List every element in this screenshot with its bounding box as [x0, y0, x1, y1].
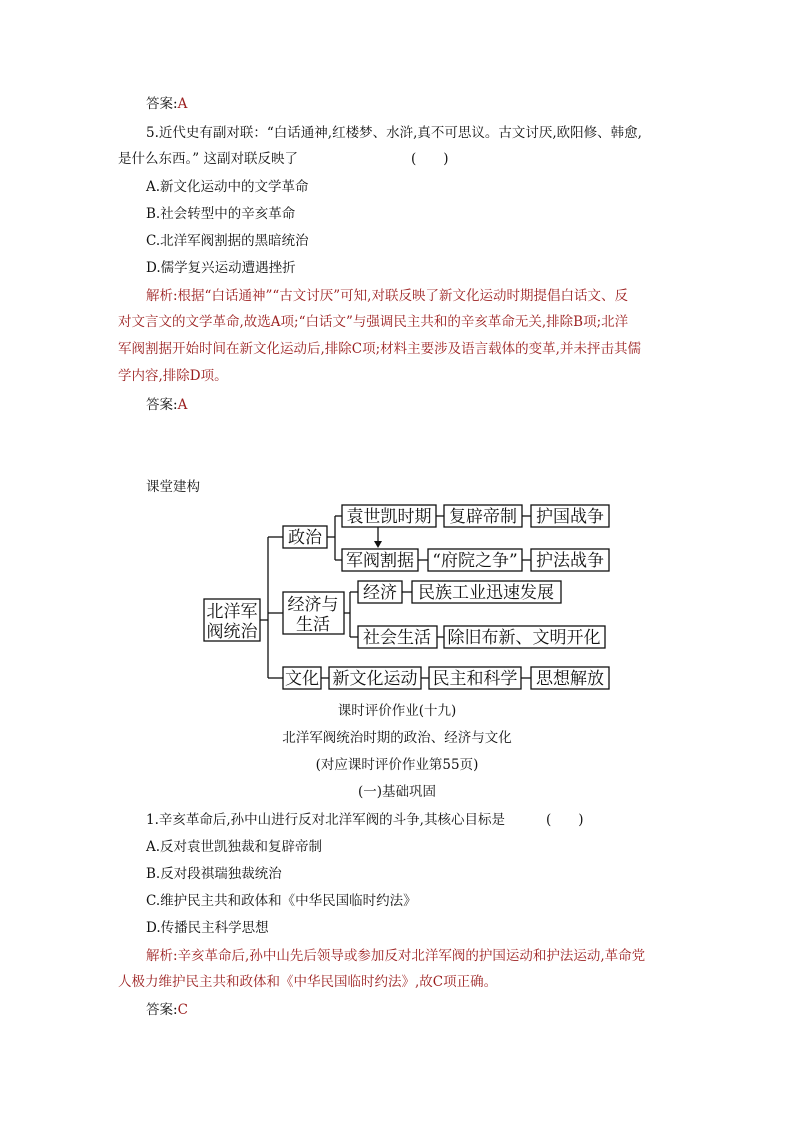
q5-stem-line1: 5.近代史有副对联：“白话通神,红楼梦、水浒,真不可思议。古文讨厌,欧阳修、韩愈,: [146, 125, 642, 141]
answer-label: 答案:: [146, 1002, 178, 1018]
new-culture-movement-node: [329, 667, 421, 689]
q1-answer: [146, 1001, 188, 1019]
economy-sub-label: 经济: [363, 583, 397, 603]
economy-label-line2: 生活: [296, 615, 330, 635]
cabinet-dispute-label: “府院之争”: [432, 551, 518, 571]
q5-option-c: C.北洋军阀割据的黑暗统治: [146, 233, 309, 249]
economy-node: [283, 592, 344, 635]
q5-analysis-line1: 解析:根据“白话通神”“古文讨厌”可知,对联反映了新文化运动时期提倡白话文、反: [146, 288, 628, 304]
answer-label: 答案:: [146, 96, 178, 112]
politics-node: [283, 526, 327, 548]
q1-option-d: D.传播民主科学思想: [146, 920, 269, 936]
answer-label: 答案:: [146, 397, 178, 413]
economy-sub-node: [358, 581, 402, 603]
warlord-split-node: [342, 549, 418, 571]
q5-stem-line2: 是什么东西。” 这副对联反映了: [118, 151, 298, 167]
homework-page-ref: (对应课时评价作业第55页): [315, 757, 479, 773]
homework-section: (一)基础巩固: [357, 784, 437, 800]
q5-answer-bracket: ( ): [411, 151, 449, 167]
homework-subtitle: 北洋军阀统治时期的政治、经济与文化: [282, 730, 512, 746]
answer-value: A: [177, 397, 188, 413]
q1-answer-bracket: ( ): [546, 812, 584, 828]
homework-title: 课时评价作业(十九): [337, 703, 457, 719]
new-customs-label: 除旧布新、文明开化: [447, 628, 601, 648]
q1-option-b: B.反对段祺瑞独裁统治: [146, 866, 282, 882]
q5-option-a: A.新文化运动中的文学革命: [146, 179, 309, 195]
democracy-science-label: 民主和科学: [432, 669, 518, 689]
thought-liberation-node: [531, 667, 609, 689]
section-heading: 课堂建构: [146, 479, 200, 495]
q1-stem: 1.辛亥革命后,孙中山进行反对北洋军阀的斗争,其核心目标是: [146, 812, 505, 828]
restore-monarchy-node: [444, 505, 522, 527]
answer-value: A: [177, 96, 188, 112]
root-node-line2: 阀统治: [206, 622, 258, 642]
q5-option-b: B.社会转型中的辛亥革命: [146, 206, 296, 222]
culture-node: [283, 667, 321, 689]
q1-analysis-line1: 解析:辛亥革命后,孙中山先后领导或参加反对北洋军阀的护国运动和护法运动,革命党: [146, 948, 646, 964]
q1-analysis-line2: 人极力维护民主共和政体和《中华民国临时约法》,故C项正确。: [118, 974, 498, 990]
protect-nation-war-label: 护国战争: [536, 507, 604, 527]
yuan-period-label: 袁世凯时期: [346, 507, 432, 527]
protect-law-war-label: 护法战争: [536, 551, 604, 571]
culture-label: 文化: [285, 669, 319, 689]
cabinet-dispute-node: [428, 549, 522, 571]
warlord-split-label: 军阀割据: [346, 551, 414, 571]
social-life-label: 社会生活: [363, 628, 431, 648]
answer-value: C: [177, 1002, 188, 1018]
new-customs-node: [444, 626, 605, 648]
industry-growth-label: 民族工业迅速发展: [418, 583, 554, 603]
restore-monarchy-label: 复辟帝制: [449, 507, 517, 527]
q1-option-c: C.维护民主共和政体和《中华民国临时约法》: [146, 893, 417, 909]
root-node: [204, 599, 260, 642]
q1-option-a: A.反对袁世凯独裁和复辟帝制: [146, 839, 323, 855]
yuan-period-node: [342, 505, 436, 527]
q5-analysis-line3: 军阀割据开始时间在新文化运动后,排除C项;材料主要涉及语言载体的变革,并未抨击其儒: [118, 341, 641, 357]
protect-law-war-node: [531, 549, 609, 571]
industry-growth-node: [412, 581, 561, 603]
social-life-node: [358, 626, 437, 648]
politics-label: 政治: [288, 528, 322, 548]
protect-nation-war-node: [531, 505, 609, 527]
democracy-science-node: [429, 667, 521, 689]
q5-analysis-line4: 学内容,排除D项。: [118, 368, 228, 384]
root-node-line1: 北洋军: [206, 602, 258, 622]
q5-option-d: D.儒学复兴运动遭遇挫折: [146, 260, 296, 276]
thought-liberation-label: 思想解放: [536, 669, 604, 689]
q5-analysis-line2: 对文言文的文学革命,故选A项;“白话文”与强调民主共和的辛亥革命无关,排除B项;北洋: [118, 314, 629, 330]
new-culture-movement-label: 新文化运动: [332, 669, 418, 689]
economy-label-line1: 经济与: [287, 595, 339, 615]
